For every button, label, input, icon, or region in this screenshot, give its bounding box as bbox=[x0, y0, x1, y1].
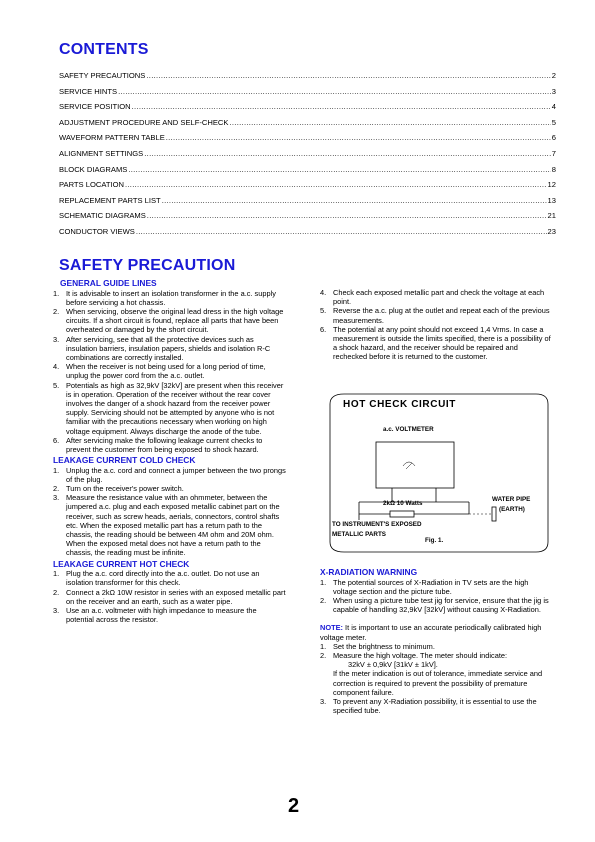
item-text: Measure the resistance value with an ohmmeter, between the jumpered a.c. plug and each exposed metallic cabinet part on the receiver, such as screw heads, aerials, connectors, control shafts etc. When the exposed metallic part has a return path to the chassis, the reading should be between 4M ohm and 20M ohm. When the exposed metal does not have a return path to the chassis, the reading must be infinite. bbox=[66, 493, 280, 558]
list-item bbox=[320, 288, 554, 306]
item-number: 5. bbox=[53, 380, 60, 390]
item-number: 2. bbox=[320, 650, 327, 660]
toc-page-number: 6 bbox=[551, 133, 556, 143]
toc-entry bbox=[59, 165, 556, 181]
toc-title: CONDUCTOR VIEWS bbox=[59, 226, 135, 236]
toc-title: PARTS LOCATION bbox=[59, 180, 124, 190]
list-item bbox=[53, 606, 286, 624]
item-text: When the receiver is not being used for a long period of time, unplug the power cord from the a.c. outlet. bbox=[66, 362, 266, 381]
item-number: 1. bbox=[53, 288, 60, 298]
toc-entry bbox=[59, 133, 556, 149]
list-item bbox=[320, 325, 554, 362]
toc-title: SCHEMATIC DIAGRAMS bbox=[59, 211, 146, 221]
instrument-label-1: TO INSTRUMENT'S EXPOSED bbox=[332, 521, 422, 528]
hot-check-heading: LEAKAGE CURRENT HOT CHECK bbox=[53, 558, 190, 569]
left-column bbox=[53, 278, 286, 624]
list-item bbox=[53, 335, 286, 363]
list-item bbox=[53, 362, 286, 380]
page-number: 2 bbox=[288, 795, 300, 817]
list-item bbox=[53, 466, 286, 484]
item-text: After servicing, see that all the protective devices such as insulation barriers, insulation papers, shields and isolation R-C combinations are correctly installed. bbox=[66, 334, 271, 362]
item-number: 1. bbox=[320, 577, 327, 587]
item-number: 4. bbox=[53, 362, 60, 372]
general-guidelines-heading: GENERAL GUIDE LINES bbox=[60, 278, 157, 288]
toc-title: ALIGNMENT SETTINGS bbox=[59, 148, 144, 158]
list-item bbox=[320, 596, 554, 614]
item-number: 1. bbox=[53, 569, 60, 579]
toc-page-number: 12 bbox=[547, 180, 556, 190]
item-number: 1. bbox=[320, 641, 327, 651]
table-of-contents bbox=[59, 71, 556, 243]
toc-page-number: 2 bbox=[551, 71, 556, 80]
item-text: Set the brightness to minimum. bbox=[333, 641, 435, 651]
item-text: Measure the high voltage. The meter should indicate: bbox=[333, 650, 508, 660]
list-item bbox=[320, 642, 554, 651]
item-text: When using a picture tube test jig for service, ensure that the jig is capable of handling 32,9kV [32kV] without causing X-Radiation. bbox=[333, 595, 549, 615]
item-number: 5. bbox=[320, 306, 327, 316]
item-text: Use an a.c. voltmeter with high impedance to measure the potential across the resistor. bbox=[66, 606, 257, 625]
item-number: 3. bbox=[53, 606, 60, 615]
toc-entry bbox=[59, 211, 556, 227]
toc-title: REPLACEMENT PARTS LIST bbox=[59, 195, 161, 205]
xray-steps bbox=[320, 642, 554, 660]
toc-leader bbox=[128, 165, 550, 174]
item-number: 2. bbox=[53, 484, 60, 494]
figure-title: HOT CHECK CIRCUIT bbox=[343, 399, 456, 410]
voltmeter-label: a.c. VOLTMETER bbox=[383, 426, 434, 433]
item-text: After servicing make the following leakage current checks to prevent the customer from being exposed to shock hazard. bbox=[66, 435, 263, 454]
item-number: 4. bbox=[320, 288, 327, 297]
resistor-label: 2kΩ 10 Watts bbox=[383, 500, 423, 507]
toc-leader bbox=[146, 71, 550, 80]
item-text: To prevent any X-Radiation possibility, it is essential to use the specified tube. bbox=[333, 696, 537, 716]
toc-entry bbox=[59, 196, 556, 212]
toc-page-number: 13 bbox=[547, 195, 556, 205]
toc-leader bbox=[229, 118, 550, 127]
item-number: 2. bbox=[53, 587, 60, 597]
item-text: The potential at any point should not exceed 1,4 Vrms. In case a measurement is outside the limits specified, there is a possibility of a shock hazard, and the receiver should be repaired and rechecked before it is returned to the customer. bbox=[333, 324, 551, 362]
list-item bbox=[53, 307, 286, 335]
toc-entry bbox=[59, 227, 556, 243]
hot-check-list bbox=[53, 569, 286, 624]
list-item bbox=[53, 381, 286, 436]
item-text: Turn on the receiver's power switch. bbox=[66, 484, 184, 494]
measurement-value: 32kV ± 0,9kV [31kV ± 1kV]. bbox=[348, 660, 438, 670]
item-number: 1. bbox=[53, 465, 60, 475]
list-item bbox=[320, 651, 554, 660]
tolerance-text: If the meter indication is out of tolerance, immediate service and correction is required to prevent the possibility of premature component failure. bbox=[333, 669, 543, 697]
toc-entry bbox=[59, 149, 556, 165]
xray-heading: X-RADIATION WARNING bbox=[320, 567, 418, 577]
list-item bbox=[53, 289, 286, 307]
safety-heading: SAFETY PRECAUTION bbox=[59, 257, 236, 274]
toc-page-number: 21 bbox=[547, 211, 556, 221]
cold-check-heading: LEAKAGE CURRENT COLD CHECK bbox=[53, 455, 196, 466]
toc-leader bbox=[118, 87, 551, 96]
general-guidelines-list bbox=[53, 289, 286, 455]
toc-entry bbox=[59, 180, 556, 196]
list-item bbox=[53, 588, 286, 606]
item-text: The potential sources of X-Radiation in TV sets are the high voltage section and the picture tube. bbox=[333, 577, 529, 596]
item-text: Plug the a.c. cord directly into the a.c. outlet. Do not use an isolation transformer for this check. bbox=[66, 569, 260, 588]
general-guidelines-continued bbox=[320, 288, 554, 362]
item-number: 3. bbox=[320, 696, 327, 706]
hot-check-circuit-figure bbox=[324, 390, 551, 555]
item-text: It is advisable to insert an isolation transformer in the a.c. supply before servicing a hot chassis. bbox=[66, 288, 276, 307]
list-item bbox=[53, 493, 286, 557]
toc-title: ADJUSTMENT PROCEDURE AND SELF-CHECK bbox=[59, 117, 229, 127]
toc-leader bbox=[144, 149, 551, 158]
list-item bbox=[320, 306, 554, 324]
toc-page-number: 3 bbox=[551, 86, 556, 96]
toc-title: SERVICE HINTS bbox=[59, 86, 118, 96]
item-text: Unplug the a.c. cord and connect a jumper between the two prongs of the plug. bbox=[66, 465, 286, 484]
water-pipe-label: WATER PIPE bbox=[492, 496, 531, 503]
toc-entry bbox=[59, 102, 556, 118]
list-item bbox=[53, 484, 286, 493]
toc-leader bbox=[125, 180, 547, 189]
right-column-top bbox=[320, 288, 554, 362]
note-label: NOTE: bbox=[320, 623, 343, 633]
toc-title: BLOCK DIAGRAMS bbox=[59, 164, 128, 174]
item-number: 6. bbox=[53, 435, 60, 445]
toc-page-number: 23 bbox=[547, 226, 556, 236]
item-number: 3. bbox=[53, 334, 60, 344]
xray-list bbox=[320, 578, 554, 615]
item-number: 3. bbox=[53, 493, 60, 503]
item-number: 6. bbox=[320, 324, 327, 334]
right-column-bottom bbox=[320, 567, 554, 715]
toc-title: SERVICE POSITION bbox=[59, 102, 131, 112]
list-item bbox=[53, 569, 286, 587]
item-text: Check each exposed metallic part and check the voltage at each point. bbox=[333, 288, 545, 307]
cold-check-list bbox=[53, 466, 286, 558]
item-text: Reverse the a.c. plug at the outlet and repeat each of the previous measurements. bbox=[333, 306, 550, 325]
toc-leader bbox=[136, 227, 547, 236]
note-text: It is important to use an accurate periodically calibrated high voltage meter. bbox=[320, 623, 542, 642]
toc-page-number: 5 bbox=[551, 117, 556, 127]
item-number: 2. bbox=[53, 306, 60, 316]
toc-entry bbox=[59, 87, 556, 103]
toc-leader bbox=[166, 133, 551, 142]
item-text: When servicing, observe the original lead dress in the high voltage circuits. If a short circuit is found, replace all parts that have been overheated or damaged by the short circuit. bbox=[66, 306, 284, 335]
list-item bbox=[320, 578, 554, 596]
item-text: Potentials as high as 32,9kV [32kV] are present when this receiver is in operation. Operation of the receiver without the rear cover involves the danger of a shock hazard from the receiver power supply. Servicing should not be attempted by anyone who is not familiar with the precautions necessary when working on high voltage equipment. Always discharge the anode of the tube. bbox=[66, 380, 284, 436]
toc-leader bbox=[162, 196, 547, 205]
toc-entry bbox=[59, 71, 556, 87]
xray-step-3 bbox=[320, 697, 554, 715]
list-item bbox=[320, 697, 554, 715]
toc-leader bbox=[147, 211, 547, 220]
contents-heading: CONTENTS bbox=[59, 41, 149, 58]
item-number: 2. bbox=[320, 595, 327, 605]
toc-entry bbox=[59, 118, 556, 134]
toc-page-number: 8 bbox=[551, 164, 556, 174]
instrument-label-2: METALLIC PARTS bbox=[332, 531, 386, 538]
toc-title: WAVEFORM PATTERN TABLE bbox=[59, 133, 165, 143]
figure-caption: Fig. 1. bbox=[425, 537, 444, 544]
xray-note bbox=[320, 623, 554, 641]
toc-page-number: 7 bbox=[551, 148, 556, 158]
earth-label: (EARTH) bbox=[499, 506, 525, 513]
toc-leader bbox=[132, 102, 551, 111]
toc-title: SAFETY PRECAUTIONS bbox=[59, 71, 146, 80]
item-text: Connect a 2kΩ 10W resistor in series with an exposed metallic part on the receiver and an earth, such as a water pipe. bbox=[66, 587, 286, 606]
list-item bbox=[53, 436, 286, 454]
toc-page-number: 4 bbox=[551, 102, 556, 112]
